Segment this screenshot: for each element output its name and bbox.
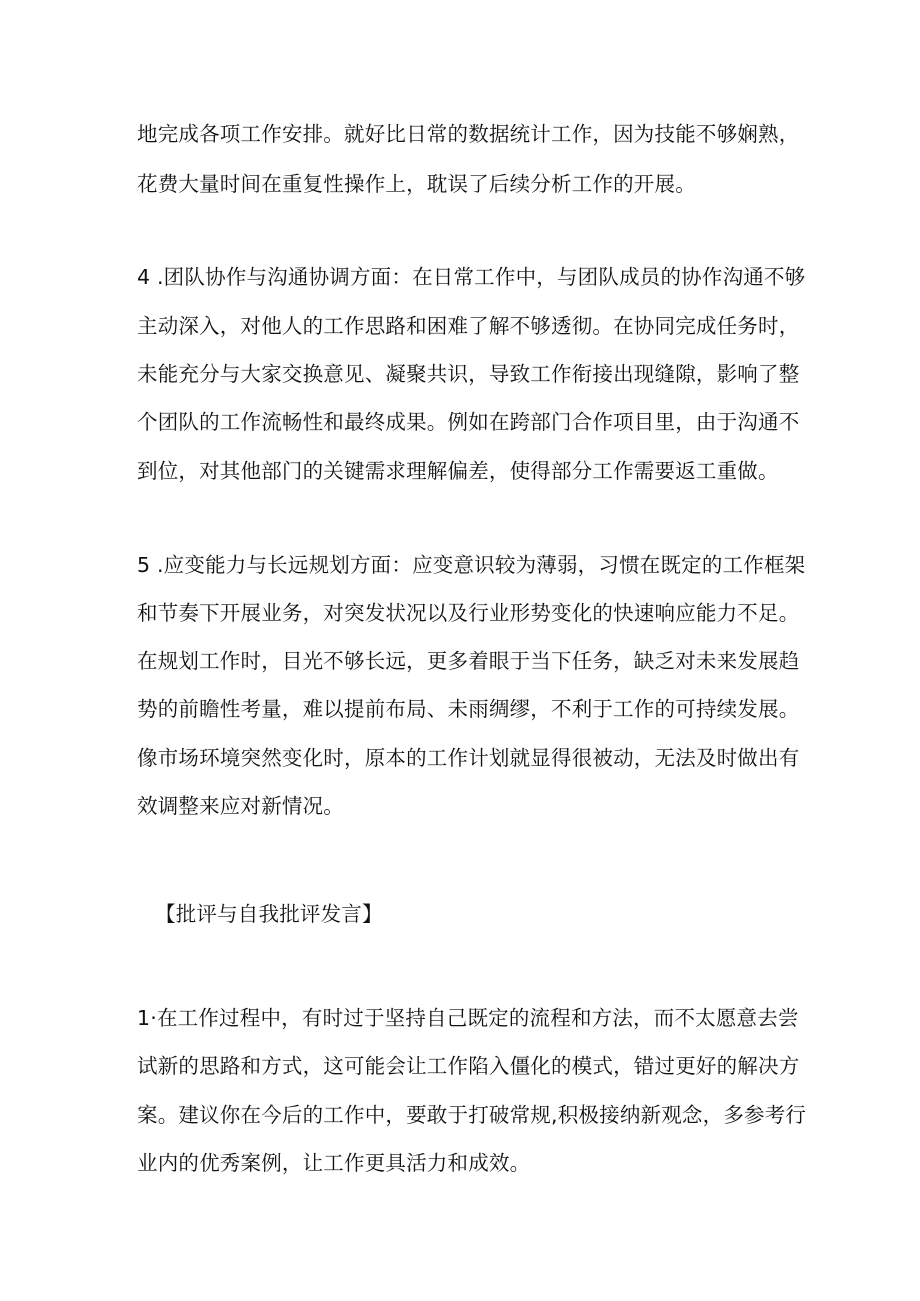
critique-1-line: 1·在工作过程中，有时过于坚持自己既定的流程和方法，而不太愿意去尝 (137, 1006, 799, 1030)
paragraph-line: 地完成各项工作安排。就好比日常的数据统计工作，因为技能不够娴熟， (137, 122, 800, 146)
critique-1-line: 案。建议你在今后的工作中，要敢于打破常规,积极接纳新观念，多参考行 (137, 1103, 807, 1127)
item-4-line: 主动深入，对他人的工作思路和困难了解不够透彻。在协同完成任务时， (137, 314, 800, 338)
item-5-line: 势的前瞻性考量，难以提前布局、未雨绸缪，不利于工作的可持续发展。 (137, 697, 800, 721)
paragraph-line: 花费大量时间在重复性操作上，耽误了后续分析工作的开展。 (137, 172, 696, 196)
section-heading: 【批评与自我批评发言】 (155, 902, 383, 926)
item-5-line: 在规划工作时，目光不够长远，更多着眼于当下任务，缺乏对未来发展趋 (137, 649, 800, 673)
critique-1-line: 试新的思路和方式，这可能会让工作陷入僵化的模式，错过更好的解决方 (137, 1054, 800, 1078)
item-5-line: 像市场环境突然变化时，原本的工作计划就显得很被动，无法及时做出有 (137, 746, 800, 770)
item-4-line: 个团队的工作流畅性和最终成果。例如在跨部门合作项目里，由于沟通不 (137, 410, 800, 434)
item-5-line: 效调整来应对新情况。 (137, 794, 344, 818)
critique-1-line: 业内的优秀案例，让工作更具活力和成效。 (137, 1151, 531, 1175)
item-4-line: 4 .团队协作与沟通协调方面：在日常工作中，与团队成员的协作沟通不够 (137, 265, 806, 289)
item-5-line: 5 .应变能力与长远规划方面：应变意识较为薄弱，习惯在既定的工作框架 (137, 553, 806, 577)
item-4-line: 未能充分与大家交换意见、凝聚共识，导致工作衔接出现缝隙，影响了整 (137, 362, 800, 386)
item-5-line: 和节奏下开展业务，对突发状况以及行业形势变化的快速响应能力不足。 (137, 601, 800, 625)
item-4-line: 到位，对其他部门的关键需求理解偏差，使得部分工作需要返工重做。 (137, 459, 779, 483)
